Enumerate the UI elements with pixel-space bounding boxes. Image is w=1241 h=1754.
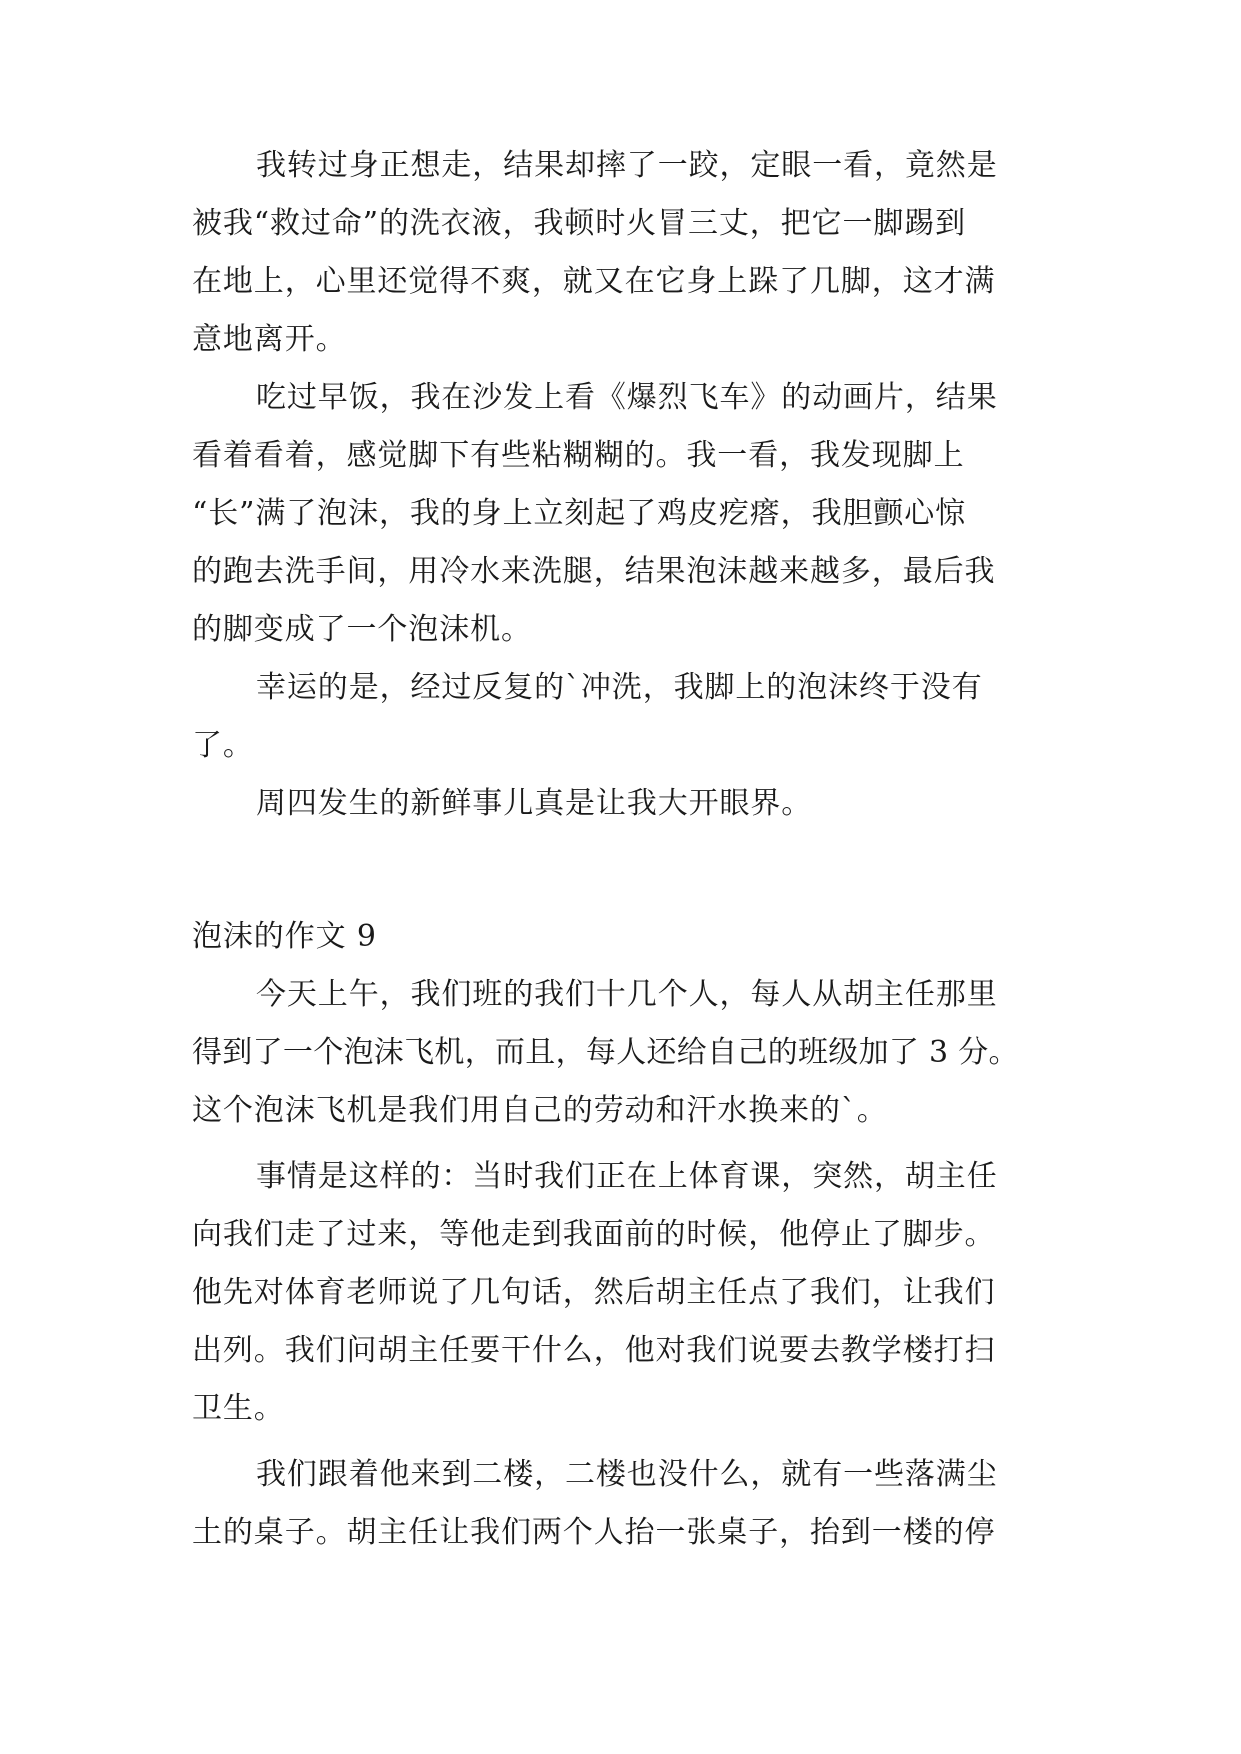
paragraph-line: 我们跟着他来到二楼，二楼也没什么，就有一些落满尘	[256, 1457, 998, 1492]
paragraph-line: 向我们走了过来，等他走到我面前的时候，他停止了脚步。	[192, 1217, 996, 1252]
paragraph-line: 我转过身正想走，结果却摔了一跤，定眼一看，竟然是	[256, 148, 998, 183]
paragraph-line: 看着看着，感觉脚下有些粘糊糊的。我一看，我发现脚上	[192, 438, 965, 473]
paragraph-line: 周四发生的新鲜事儿真是让我大开眼界。	[256, 786, 813, 821]
paragraph-line: 出列。我们问胡主任要干什么，他对我们说要去教学楼打扫	[192, 1333, 996, 1368]
paragraph-line: 土的桌子。胡主任让我们两个人抬一张桌子，抬到一楼的停	[192, 1515, 996, 1550]
essay-body	[192, 966, 1052, 1562]
story-continuation	[192, 137, 1052, 833]
paragraph-line: 吃过早饭，我在沙发上看《爆烈飞车》的动画片，结果	[256, 380, 998, 415]
paragraph-line: 意地离开。	[192, 322, 347, 357]
paragraph-line: 事情是这样的：当时我们正在上体育课，突然，胡主任	[256, 1159, 998, 1194]
paragraph-line: 今天上午，我们班的我们十几个人，每人从胡主任那里	[256, 977, 998, 1012]
paragraph-line: 幸运的是，经过反复的`冲洗，我脚上的泡沫终于没有	[256, 670, 983, 705]
paragraph-line: 被我“救过命”的洗衣液，我顿时火冒三丈，把它一脚踢到	[192, 206, 967, 241]
paragraph-line: 的跑去洗手间，用冷水来洗腿，结果泡沫越来越多，最后我	[192, 554, 996, 589]
paragraph-line: 得到了一个泡沫飞机，而且，每人还给自己的班级加了 3 分。	[192, 1035, 1019, 1070]
paragraph-line: 在地上，心里还觉得不爽，就又在它身上跺了几脚，这才满	[192, 264, 996, 299]
paragraph-line: 这个泡沫飞机是我们用自己的劳动和汗水换来的`。	[192, 1093, 888, 1128]
paragraph-line: 的脚变成了一个泡沫机。	[192, 612, 532, 647]
paragraph-line: “长”满了泡沫，我的身上立刻起了鸡皮疙瘩，我胆颤心惊	[192, 496, 967, 531]
essay-heading: 泡沫的作文 9	[192, 919, 377, 954]
paragraph-line: 了。	[192, 728, 254, 763]
paragraph-line: 卫生。	[192, 1391, 285, 1426]
paragraph-line: 他先对体育老师说了几句话，然后胡主任点了我们，让我们	[192, 1275, 996, 1310]
